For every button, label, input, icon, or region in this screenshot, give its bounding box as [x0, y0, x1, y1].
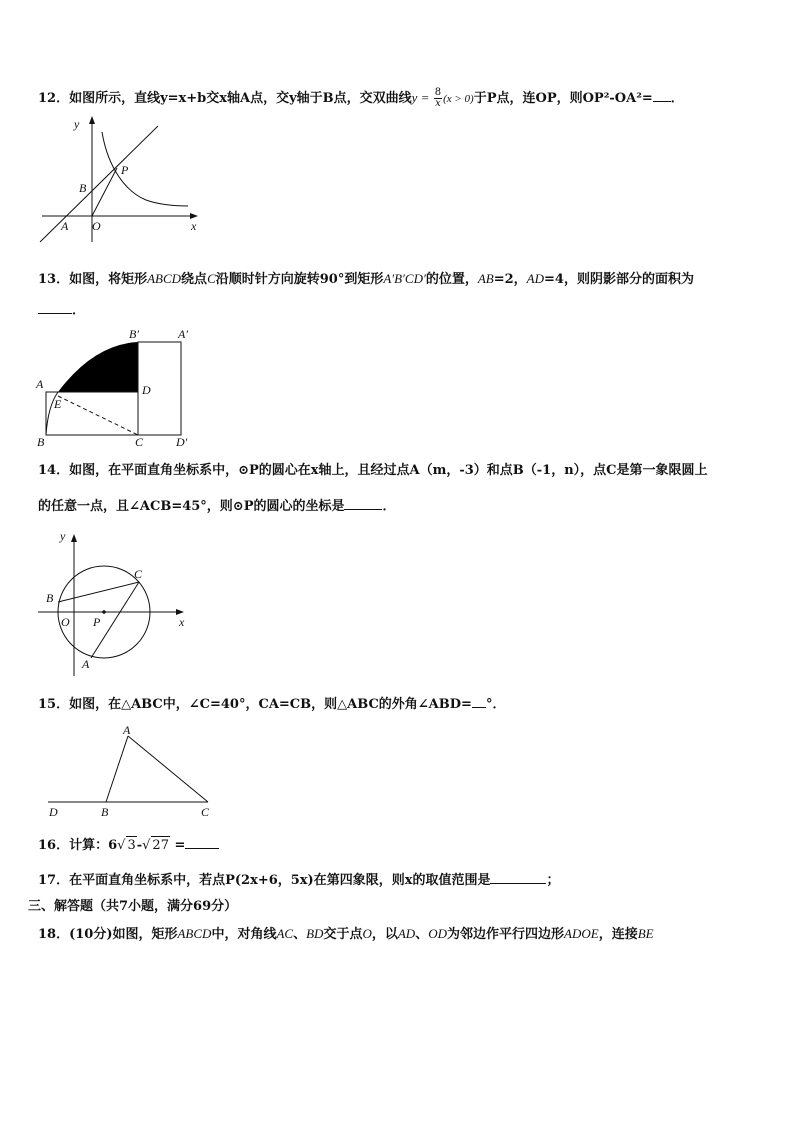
q12-part2: 于P点，连OP，则OP²-OA²=: [473, 91, 653, 106]
q15-label-c: C: [201, 805, 210, 819]
q13-label-c: C: [135, 435, 144, 449]
q12-fraction: [434, 88, 442, 109]
q16-radicand2: 27: [152, 838, 169, 853]
q18-part3: 交于点: [323, 927, 363, 942]
q18-text: [38, 925, 654, 944]
q15-part1: 15．如图，在△ABC中，∠C=40°，CA=CB，则△ABC的外角∠ABD=: [38, 697, 472, 712]
q12-end: ．: [670, 91, 684, 106]
q14-line1: 14．如图，在平面直角坐标系中，⊙P的圆心在x轴上，且经过点A（m，-3）和点B（-1，n），点C是第一象限圆上: [38, 463, 708, 478]
q13-label-b1: B′: [129, 327, 139, 341]
q18-part5: 为邻边作平行四边形: [447, 927, 565, 942]
q18-bd: BD: [306, 926, 324, 941]
q15-answer-blank[interactable]: [472, 707, 486, 708]
q14-end: ．: [382, 499, 396, 514]
q13-label-a1: A′: [178, 327, 188, 341]
q13-part1: 13．如图，将矩形: [38, 272, 148, 287]
q14-line2: 的任意一点，且∠ACB=45°，则⊙P的圆心的坐标是: [38, 499, 345, 514]
q14-label-c: C: [134, 567, 143, 581]
q18-sep1: 、: [293, 927, 307, 942]
q13-label-d1: D′: [176, 435, 188, 449]
q18-part6: ，连接: [598, 927, 638, 942]
q13-abcd2: A′B′CD′: [383, 271, 426, 286]
q13-label-a: A: [36, 377, 44, 391]
q16-part1: 16．计算：6: [38, 838, 118, 853]
q18-abcd: ABCD: [177, 926, 212, 941]
q13-abcd: ABCD: [147, 271, 182, 286]
q14-text: [38, 462, 708, 480]
q15-text: [38, 696, 505, 714]
q12-answer-blank[interactable]: [653, 101, 671, 102]
q14-label-p: P: [93, 615, 101, 629]
q12-part1: 12．如图所示，直线y=x+b交x轴A点，交y轴于B点，交双曲线: [38, 91, 412, 106]
q13-text-line2: [38, 302, 85, 320]
q16-radicand1: 3: [127, 838, 136, 853]
q12-label-x: x: [191, 219, 197, 233]
q18-ad: AD: [397, 926, 416, 941]
q13-c: C: [207, 271, 216, 286]
q15-end: °．: [485, 697, 506, 712]
q12-frac-den: x: [435, 98, 441, 109]
section-title: [28, 898, 237, 916]
q15-label-b: B: [101, 805, 109, 819]
q12-figure: [36, 112, 206, 246]
q12-label-o: O: [92, 219, 101, 233]
q13-label-e: E: [54, 397, 62, 411]
q15-figure: [44, 722, 218, 822]
q12-label-a: A: [61, 219, 69, 233]
q17-end: ；: [546, 873, 560, 888]
q14-text-line2: [38, 498, 395, 516]
q12-text: [38, 88, 684, 109]
q15-label-a: A: [123, 723, 131, 737]
q16-equals: =: [169, 838, 186, 853]
q18-adoe: ADOE: [564, 926, 599, 941]
q12-frac-num: 8: [434, 87, 442, 98]
q13-ad: AD: [526, 271, 545, 286]
q13-label-b: B: [37, 435, 45, 449]
q16-answer-blank[interactable]: [185, 848, 219, 849]
q18-o: O: [362, 926, 372, 941]
q14-label-x: x: [179, 615, 185, 629]
q13-end: ．: [72, 303, 86, 318]
q13-part3: 沿顺时针方向旋转90°到矩形: [215, 272, 384, 287]
q18-be: BE: [637, 926, 654, 941]
q16-minus: -: [136, 838, 143, 853]
q14-label-o: O: [61, 615, 70, 629]
q13-part2: 绕点: [181, 272, 208, 287]
q18-part2: 中，对角线: [211, 927, 277, 942]
q18-sep2: 、: [415, 927, 429, 942]
q12-frac-y: y =: [411, 90, 433, 105]
q13-label-d: D: [142, 383, 151, 397]
q18-part4: ，以: [371, 927, 398, 942]
q14-label-b: B: [46, 591, 54, 605]
q18-part1: 18．(10分)如图，矩形: [38, 927, 178, 942]
q14-label-y: y: [60, 529, 66, 543]
q16-text: 16．计算：6√ 3-√ 27 =: [38, 836, 219, 855]
q12-label-b: B: [79, 181, 87, 195]
q13-part6: =4，则阴影部分的面积为: [544, 272, 694, 287]
section-title-text: 三、解答题（共7小题，满分69分）: [28, 899, 238, 914]
q13-answer-blank[interactable]: [38, 313, 72, 314]
q12-cond: (x > 0): [443, 93, 474, 105]
q13-figure: [34, 324, 204, 450]
q13-ab: AB: [477, 271, 494, 286]
q13-part5: =2，: [493, 272, 527, 287]
q12-label-y: y: [74, 117, 80, 131]
q18-od: OD: [428, 926, 447, 941]
q14-figure: [36, 526, 194, 678]
q15-label-d: D: [49, 805, 58, 819]
q12-label-p: P: [121, 163, 129, 177]
q17-part1: 17．在平面直角坐标系中，若点P(2x+6，5x)在第四象限，则x的取值范围是: [38, 873, 491, 888]
q18-ac: AC: [276, 926, 294, 941]
q13-part4: 的位置，: [425, 272, 478, 287]
q17-text: [38, 872, 559, 890]
q14-answer-blank[interactable]: [344, 509, 382, 510]
q13-text: [38, 270, 694, 289]
q14-label-a: A: [82, 657, 90, 671]
q17-answer-blank[interactable]: [490, 883, 546, 884]
